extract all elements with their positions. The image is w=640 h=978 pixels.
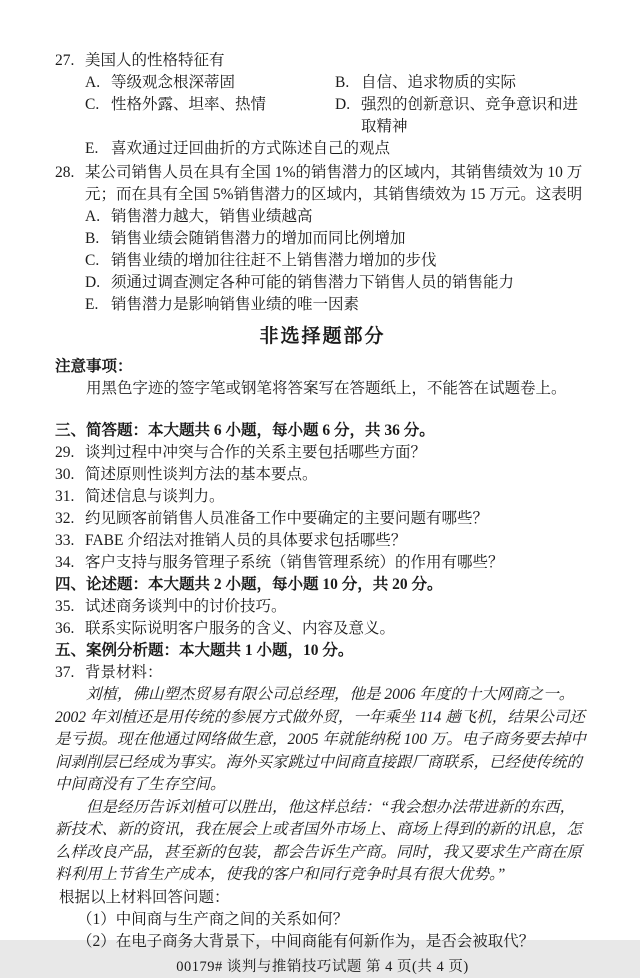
option-label: E. (85, 296, 99, 313)
question-27-number: 27. (55, 52, 75, 69)
option-label: C. (85, 252, 100, 269)
question-text: 客户支持与服务管理子系统（销售管理系统）的作用有哪些？ (85, 554, 504, 571)
question-34 (55, 552, 590, 574)
notice-title: 注意事项： (55, 358, 133, 375)
question-text: FABE 介绍法对推销人员的具体要求包括哪些？ (85, 532, 407, 549)
question-text: 简述原则性谈判方法的基本要点。 (85, 466, 318, 483)
case-paragraph-2: 但是经历告诉刘植可以胜出，他这样总结：“我会想办法带进新的东西，新技术、新的资讯，我在展会上或者国外市场上、商场上得到的新的讯息，怎么样改良产品，甚至新的包装，都会告诉生产商。同时，我又要求生产商在原料利用上节省生产成本，使我的客户和同行竞争时具有很大优势。” (55, 798, 583, 883)
question-28-option-b (85, 228, 406, 250)
question-27-option-d (335, 94, 590, 138)
option-label: A. (85, 74, 101, 91)
question-28-option-a (85, 206, 313, 228)
option-label: B. (335, 74, 350, 91)
question-35 (55, 596, 590, 618)
question-27-option-c (85, 94, 335, 138)
section-4-title: 四、论述题：本大题共 2 小题，每小题 10 分，共 20 分。 (55, 576, 443, 593)
question-text: 联系实际说明客户服务的含义、内容及意义。 (85, 620, 396, 637)
notice-body: 用黑色字迹的签字笔或钢笔将答案写在答题纸上，不能答在试题卷上。 (86, 380, 567, 397)
option-text: 强烈的创新意识、竞争意识和进取精神 (361, 96, 579, 135)
option-label: C. (85, 96, 100, 113)
question-28-option-c (85, 250, 437, 272)
page-footer: 00179# 谈判与推销技巧试题 第 4 页(共 4 页) (176, 958, 469, 975)
option-label: B. (85, 230, 100, 247)
option-text: 等级观念根深蒂固 (111, 74, 236, 91)
section-heading-non-choice: 非选择题部分 (259, 326, 386, 347)
question-37 (55, 662, 590, 684)
option-text: 须通过调查测定各种可能的销售潜力下销售人员的销售能力 (111, 274, 515, 291)
question-30 (55, 464, 590, 486)
question-number: 32. (55, 510, 75, 527)
question-number: 35. (55, 598, 75, 615)
question-28 (55, 162, 590, 316)
question-text: 试述商务谈判中的讨价技巧。 (85, 598, 287, 615)
question-31 (55, 486, 590, 508)
sub-question-1: （1）中间商与生产商之间的关系如何？ (77, 910, 349, 928)
option-text: 销售业绩的增加往往赶不上销售潜力增加的步伐 (111, 252, 437, 269)
question-number: 29. (55, 444, 75, 461)
question-27-option-e (85, 138, 390, 160)
question-number: 36. (55, 620, 75, 637)
question-33 (55, 530, 590, 552)
question-32 (55, 508, 590, 530)
question-text: 约见顾客前销售人员准备工作中要确定的主要问题有哪些？ (85, 510, 489, 527)
section-3-title: 三、简答题：本大题共 6 小题，每小题 6 分，共 36 分。 (55, 422, 435, 439)
question-28-stem: 某公司销售人员在具有全国 1%的销售潜力的区域内，其销售绩效为 10 万元；而在具有全国 5%销售潜力的区域内，其销售绩效为 15 万元。这表明 (85, 164, 583, 203)
question-27-stem: 美国人的性格特征有 (85, 52, 225, 69)
question-number: 31. (55, 488, 75, 505)
question-28-option-e (85, 294, 359, 316)
question-29 (55, 442, 590, 464)
case-paragraph-1: 刘植，佛山塑杰贸易有限公司总经理，他是 2006 年度的十大网商之一。2002 年刘植还是用传统的参展方式做外贸，一年乘坐 114 趟飞机，结果公司还是亏损。现在他通过网络做生意，2005 年就能纳税 100 万。电子商务要去掉中间剥削层已经成为事实。海外买家跳过中间商直接跟厂商联系，已经使传统的中间商没有了生存空间。 (55, 686, 586, 793)
option-text: 喜欢通过迂回曲折的方式陈述自己的观点 (111, 140, 391, 157)
option-label: D. (335, 96, 351, 113)
option-text: 销售潜力越大，销售业绩越高 (111, 208, 313, 225)
question-number: 34. (55, 554, 75, 571)
question-number: 37. (55, 664, 75, 681)
question-28-option-d (85, 272, 514, 294)
question-27-option-b (335, 72, 516, 94)
question-27 (55, 50, 590, 160)
question-text: 谈判过程中冲突与合作的关系主要包括哪些方面？ (85, 444, 427, 461)
question-text: 简述信息与谈判力。 (85, 488, 225, 505)
question-number: 33. (55, 532, 75, 549)
question-28-number: 28. (55, 164, 75, 181)
option-text: 销售潜力是影响销售业绩的唯一因素 (111, 296, 360, 313)
option-text: 性格外露、坦率、热情 (111, 96, 267, 113)
option-label: A. (85, 208, 101, 225)
question-36 (55, 618, 590, 640)
background-material-label: 背景材料： (85, 664, 163, 681)
option-label: D. (85, 274, 101, 291)
section-5-title: 五、案例分析题：本大题共 1 小题，10 分。 (55, 642, 354, 659)
question-27-option-a (85, 72, 335, 94)
answer-prompt: 根据以上材料回答问题： (59, 888, 230, 906)
option-text: 销售业绩会随销售潜力的增加而同比例增加 (111, 230, 406, 247)
question-number: 30. (55, 466, 75, 483)
option-label: E. (85, 140, 99, 157)
option-text: 自信、追求物质的实际 (361, 74, 517, 91)
spacer (55, 400, 590, 420)
sub-question-2: （2）在电子商务大背景下，中间商能有何新作为，是否会被取代？ (77, 932, 535, 950)
